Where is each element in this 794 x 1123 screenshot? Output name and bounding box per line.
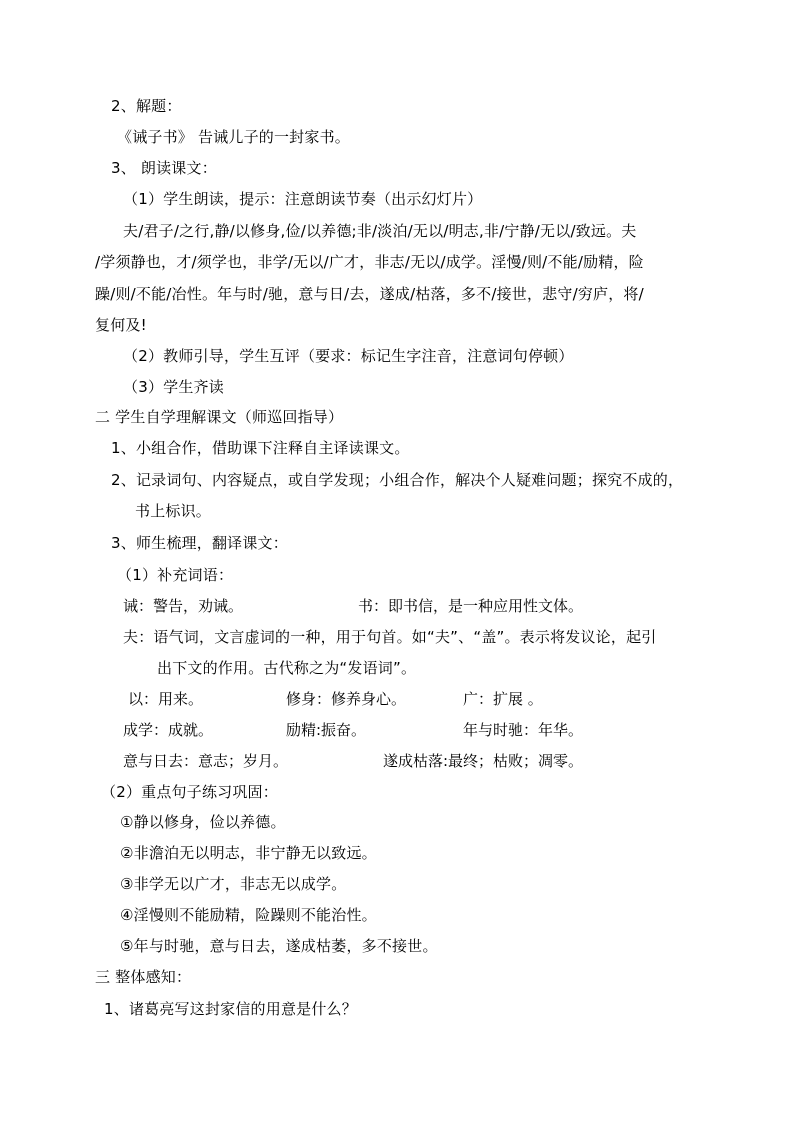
text-line: 1、小组合作，借助课下注释自主译读课文。	[111, 439, 410, 457]
vocab-item: 修身：修养身心。	[286, 690, 407, 708]
vocab-item: 意与日去：意志；岁月。	[123, 752, 289, 770]
text-line: 1、诸葛亮写这封家信的用意是什么？	[104, 1000, 357, 1018]
section-heading-jieti: 2、解题：	[111, 97, 182, 115]
vocab-item: 诫：警告，劝诫。	[123, 597, 244, 615]
key-sentence: ②非澹泊无以明志，非宁静无以致远。	[120, 844, 377, 862]
vocab-item: 成学：成就。	[123, 721, 214, 739]
key-sentence: ①静以修身，俭以养德。	[120, 813, 286, 831]
vocab-item: 书：即书信，是一种应用性文体。	[358, 597, 584, 615]
text-line: （2）教师引导，学生互评（要求：标记生字注音，注意词句停顿）	[123, 347, 574, 365]
vocab-item: 广：扩展 。	[463, 690, 543, 708]
text-line: 《诫子书》 告诫儿子的一封家书。	[117, 128, 350, 146]
key-sentence: ⑤年与时驰，意与日去，遂成枯萎，多不接世。	[120, 937, 438, 955]
text-line: （2）重点句子练习巩固：	[101, 783, 278, 801]
text-line: 3、师生梳理，翻译课文：	[111, 534, 288, 552]
text-line: （1）学生朗读，提示：注意朗读节奏（出示幻灯片）	[123, 190, 483, 208]
text-line: 躁/则/不能/冶性。年与时/驰，意与日/去，遂成/枯落，多不/接世，悲守/穷庐，将/	[95, 285, 644, 303]
section-heading-zixue: 二 学生自学理解课文（师巡回指导）	[95, 408, 344, 426]
text-line: （1）补充词语：	[117, 566, 234, 584]
vocab-item: 励精:振奋。	[286, 721, 367, 739]
text-line: 夫/君子/之行,静/以修身,俭/以养德;非/淡泊/无以/明志,非/宁静/无以/致远。夫	[123, 222, 637, 240]
text-line: 出下文的作用。古代称之为“发语词”。	[157, 659, 417, 677]
section-heading-langdu: 3、 朗读课文：	[111, 159, 217, 177]
text-line: （3）学生齐读	[123, 378, 224, 396]
text-line: 书上标识。	[135, 502, 212, 520]
text-line: /学须静也，才/须学也，非学/无以/广才，非志/无以/成学。淫慢/则/不能/励精，险	[95, 253, 644, 271]
text-line: 夫：语气词，文言虚词的一种，用于句首。如“夫”、“盖”。表示将发议论，起引	[123, 628, 657, 646]
text-line: 复何及!	[95, 316, 147, 334]
section-heading-zhengti: 三 整体感知：	[95, 968, 192, 986]
key-sentence: ③非学无以广才，非志无以成学。	[120, 875, 347, 893]
text-line: 2、记录词句、内容疑点，或自学发现；小组合作，解决个人疑难问题；探究不成的，	[111, 471, 684, 489]
vocab-item: 遂成枯落:最终；枯败；凋零。	[383, 752, 584, 770]
key-sentence: ④淫慢则不能励精，险躁则不能治性。	[120, 906, 377, 924]
vocab-item: 年与时驰：年华。	[463, 721, 584, 739]
vocab-item: 以：用来。	[128, 690, 204, 708]
